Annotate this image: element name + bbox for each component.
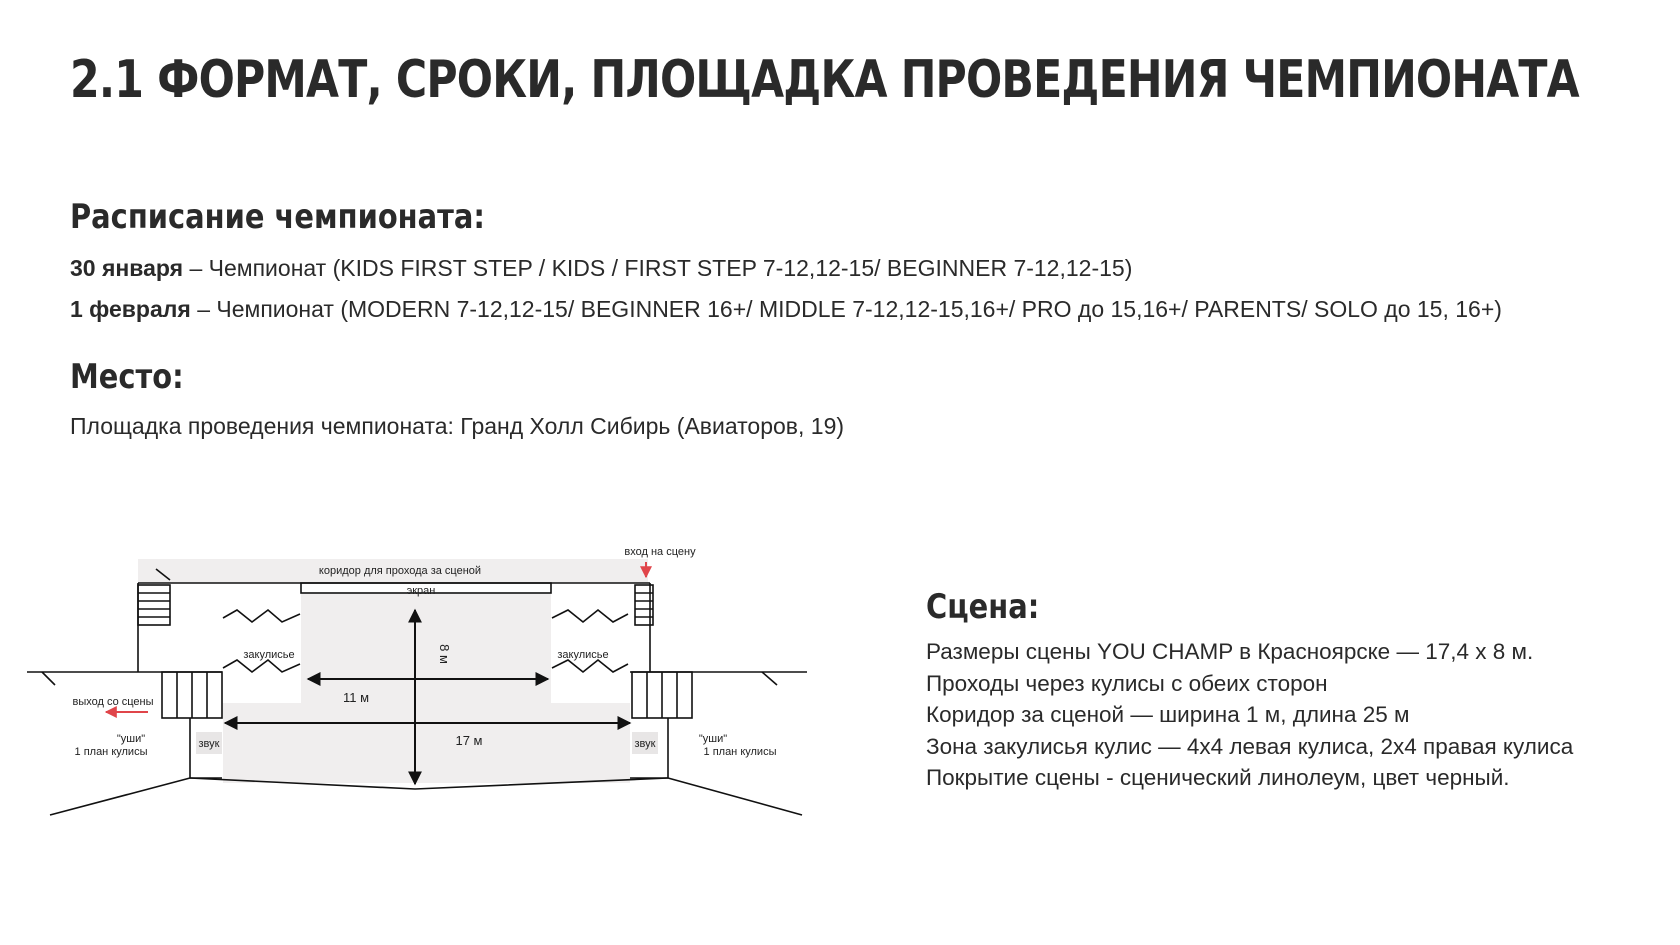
ears-right-label: "уши" <box>698 733 728 745</box>
height-label: 8 м <box>437 644 452 664</box>
sound-right-label: звук <box>634 738 656 750</box>
ears-left-label: "уши" <box>116 733 146 745</box>
full-width-label: 17 м <box>455 733 483 748</box>
schedule-text: – Чемпионат (KIDS FIRST STEP / KIDS / FIRST STEP 7-12,12-15/ BEGINNER 7-12,12-15) <box>183 255 1133 281</box>
page-title: 2.1 ФОРМАТ, СРОКИ, ПЛОЩАДКА ПРОВЕДЕНИЯ ЧЕМПИОНАТА <box>70 50 1579 110</box>
corridor-label: коридор для прохода за сценой <box>318 565 482 577</box>
schedule-text: – Чемпионат (MODERN 7-12,12-15/ BEGINNER 16+/ MIDDLE 7-12,12-15,16+/ PRO до 15,16+/ PARENTS/ SOLO до 15, 16+) <box>190 296 1502 322</box>
ears-right-sublabel: 1 план кулисы <box>703 746 777 758</box>
stage-line: Коридор за сценой — ширина 1 м, длина 25 м <box>926 702 1410 727</box>
schedule-date: 30 января <box>70 255 184 281</box>
schedule-item <box>70 257 1132 280</box>
schedule-heading: Расписание чемпионата: <box>70 197 485 237</box>
stage-line: Зона закулисья кулис — 4х4 левая кулиса, 2х4 правая кулиса <box>926 733 1574 759</box>
stage-front-area <box>223 703 630 783</box>
place-heading: Место: <box>70 357 184 397</box>
place-text: Площадка проведения чемпионата: Гранд Холл Сибирь (Авиаторов, 19) <box>70 413 845 439</box>
stage-info <box>926 587 1574 794</box>
sound-left-label: звук <box>198 738 220 750</box>
ears-left-sublabel: 1 план кулисы <box>74 746 148 758</box>
stage-diagram <box>0 530 820 830</box>
inner-width-label: 11 м <box>342 690 370 705</box>
entrance-label: вход на сцену <box>624 546 696 558</box>
exit-label: выход со сцены <box>72 696 154 708</box>
screen-label: экран <box>406 585 436 597</box>
schedule-date: 1 февраля <box>70 296 191 322</box>
schedule-item <box>70 298 1502 321</box>
stage-line: Покрытие сцены - сценический линолеум, цвет черный. <box>926 765 1510 790</box>
backstage-right-label: закулисье <box>557 649 609 661</box>
stage-heading: Сцена: <box>926 587 1040 627</box>
stage-area <box>301 594 551 704</box>
stage-line: Размеры сцены YOU CHAMP в Красноярске — 17,4 х 8 м. <box>926 639 1534 664</box>
backstage-left-label: закулисье <box>243 649 295 661</box>
stage-line: Проходы через кулисы с обеих сторон <box>926 670 1328 696</box>
